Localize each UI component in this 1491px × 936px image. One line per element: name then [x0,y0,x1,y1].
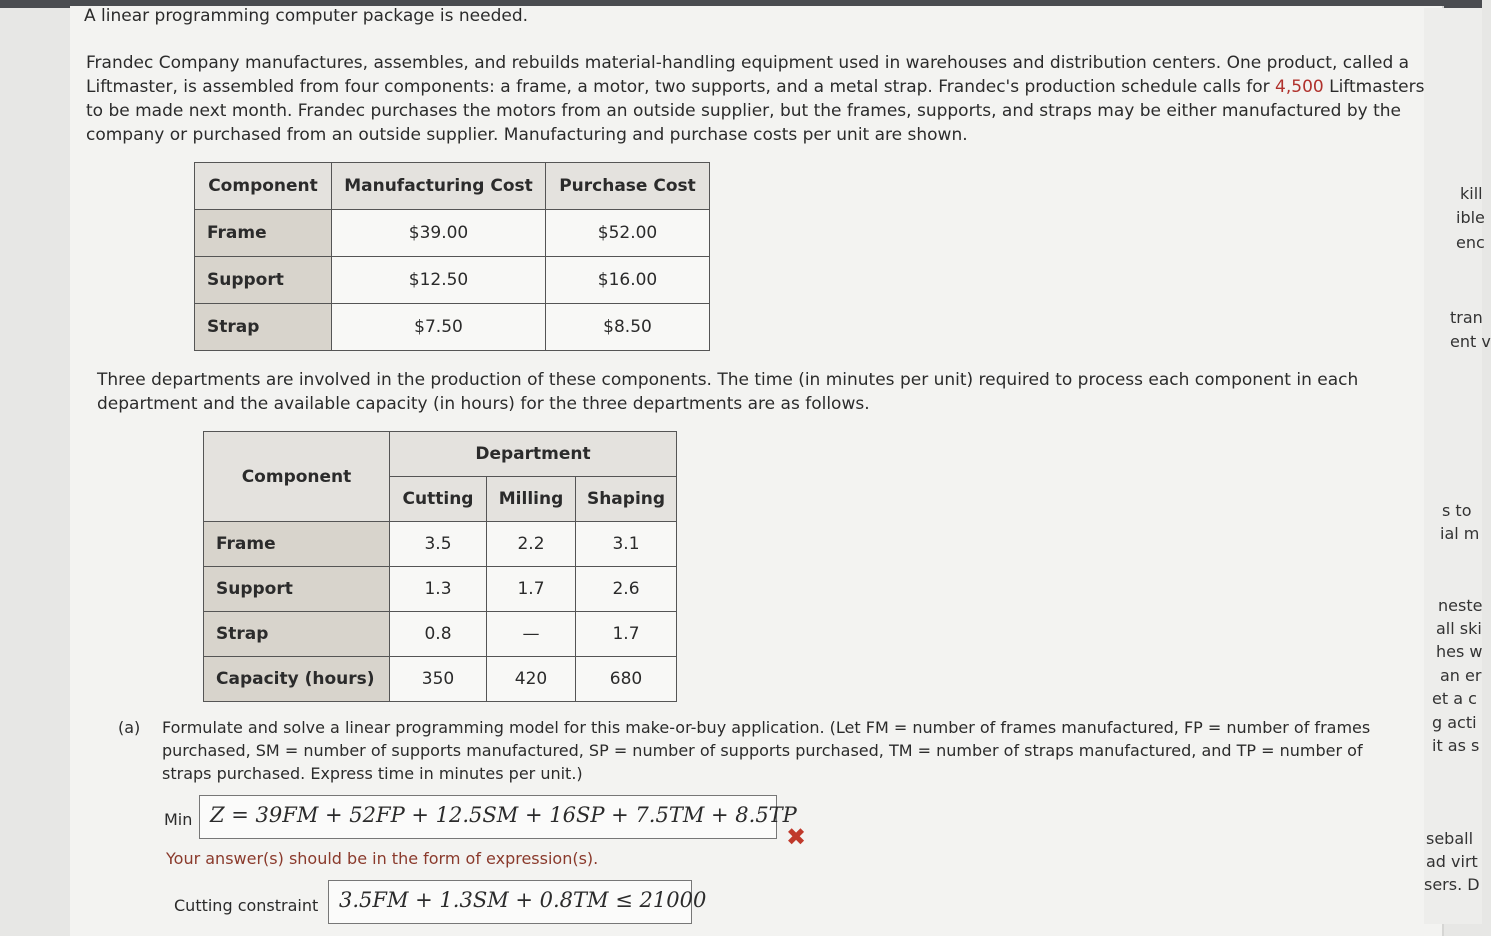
side-fragment: s to [1442,501,1472,520]
cutting-constraint-label: Cutting constraint [174,896,319,915]
cutting-cell: 3.5 [390,522,487,567]
header-department: Department [390,432,677,477]
side-fragment: hes w [1436,642,1483,661]
table-row [204,612,677,657]
side-fragment: ible [1456,208,1485,227]
time-table [203,431,677,702]
milling-cell: 1.7 [487,567,576,612]
table-row [195,304,710,351]
side-fragment: enc [1456,233,1485,252]
row-label: Strap [195,304,332,351]
header-shaping: Shaping [576,477,677,522]
manufacturing-cost-cell: $7.50 [332,304,546,351]
adjacent-window-edge [1424,8,1491,924]
manufacturing-cost-cell: $12.50 [332,257,546,304]
table-row [204,657,677,702]
answer-hint: Your answer(s) should be in the form of expression(s). [166,849,599,868]
row-label: Strap [204,612,390,657]
row-label: Support [195,257,332,304]
departments-paragraph: Three departments are involved in the production of these components. The time (in minutes per unit) required to process each component in each department and the available capacity (in hours) for the three departments are as follows. [97,370,1359,414]
production-quantity: 4,500 [1275,77,1324,97]
side-fragment: seball [1426,829,1474,848]
header-milling: Milling [487,477,576,522]
cutting-cell: 0.8 [390,612,487,657]
cost-table [194,162,710,351]
milling-cell: 420 [487,657,576,702]
time-table-header [204,432,677,477]
manufacturing-cost-cell: $39.00 [332,210,546,257]
part-a-tag: (a) [118,718,141,737]
table-row [204,567,677,612]
side-fragment: it as s [1432,736,1480,755]
side-fragment: neste [1438,596,1483,615]
header-manufacturing-cost: Manufacturing Cost [332,163,546,210]
header-cutting: Cutting [390,477,487,522]
row-label: Support [204,567,390,612]
header-component: Component [204,432,390,522]
part-a-question [118,716,1388,785]
side-fragment: ad virt [1426,852,1478,871]
cutting-constraint-input[interactable]: 3.5FM + 1.3SM + 0.8TM ≤ 21000 [328,880,692,924]
cutting-cell: 350 [390,657,487,702]
table-row [195,210,710,257]
shaping-cell: 1.7 [576,612,677,657]
shaping-cell: 2.6 [576,567,677,612]
side-fragment: ent v [1450,332,1491,351]
problem-text-start: Frandec Company manufactures, assembles, and rebuilds material-handling equipment used in warehouses and distribution centers. One product, called a Liftmaster, is assembled from four components: a frame, a motor, two supports, and a metal strap. Frandec's production schedule calls for [86,53,1410,97]
part-a-text: Formulate and solve a linear programming model for this make-or-buy application. (Let FM = number of frames manufactured, FP = number of frames purchased, SM = number of supports manufactured, SP = number of supports purchased, TM = number of straps manufactured, and TP = number of straps purchased. Express time in minutes per unit.) [162,718,1371,783]
side-fragment: all ski [1436,619,1482,638]
table-row [195,257,710,304]
cutting-cell: 1.3 [390,567,487,612]
table-row [204,522,677,567]
header-purchase-cost: Purchase Cost [546,163,710,210]
purchase-cost-cell: $52.00 [546,210,710,257]
row-label: Frame [195,210,332,257]
purchase-cost-cell: $8.50 [546,304,710,351]
problem-text-end: Liftmasters to be made next month. Frandec purchases the motors from an outside supplier, but the frames, supports, and straps may be either manufactured by the company or purchased from an outside supplier. Manufacturing and purchase costs per unit are shown. [86,77,1425,145]
x-mark-icon: ✖ [786,823,807,851]
side-fragment: tran [1450,308,1483,327]
side-fragment: kill [1460,184,1483,203]
side-fragment: ial m [1440,524,1480,543]
problem-paragraph [86,51,1431,147]
row-label: Frame [204,522,390,567]
cost-table-header [195,163,710,210]
intro-line: A linear programming computer package is needed. [84,6,529,26]
side-fragment: sers. D [1424,875,1480,894]
milling-cell: 2.2 [487,522,576,567]
objective-input[interactable]: Z = 39FM + 52FP + 12.5SM + 16SP + 7.5TM + 8.5TP [199,795,777,839]
side-fragment: et a c [1432,689,1477,708]
milling-cell: — [487,612,576,657]
row-label: Capacity (hours) [204,657,390,702]
objective-label: Min [164,810,193,829]
side-fragment: g acti [1432,713,1477,732]
side-fragment: an er [1440,666,1482,685]
header-component: Component [195,163,332,210]
shaping-cell: 3.1 [576,522,677,567]
shaping-cell: 680 [576,657,677,702]
purchase-cost-cell: $16.00 [546,257,710,304]
